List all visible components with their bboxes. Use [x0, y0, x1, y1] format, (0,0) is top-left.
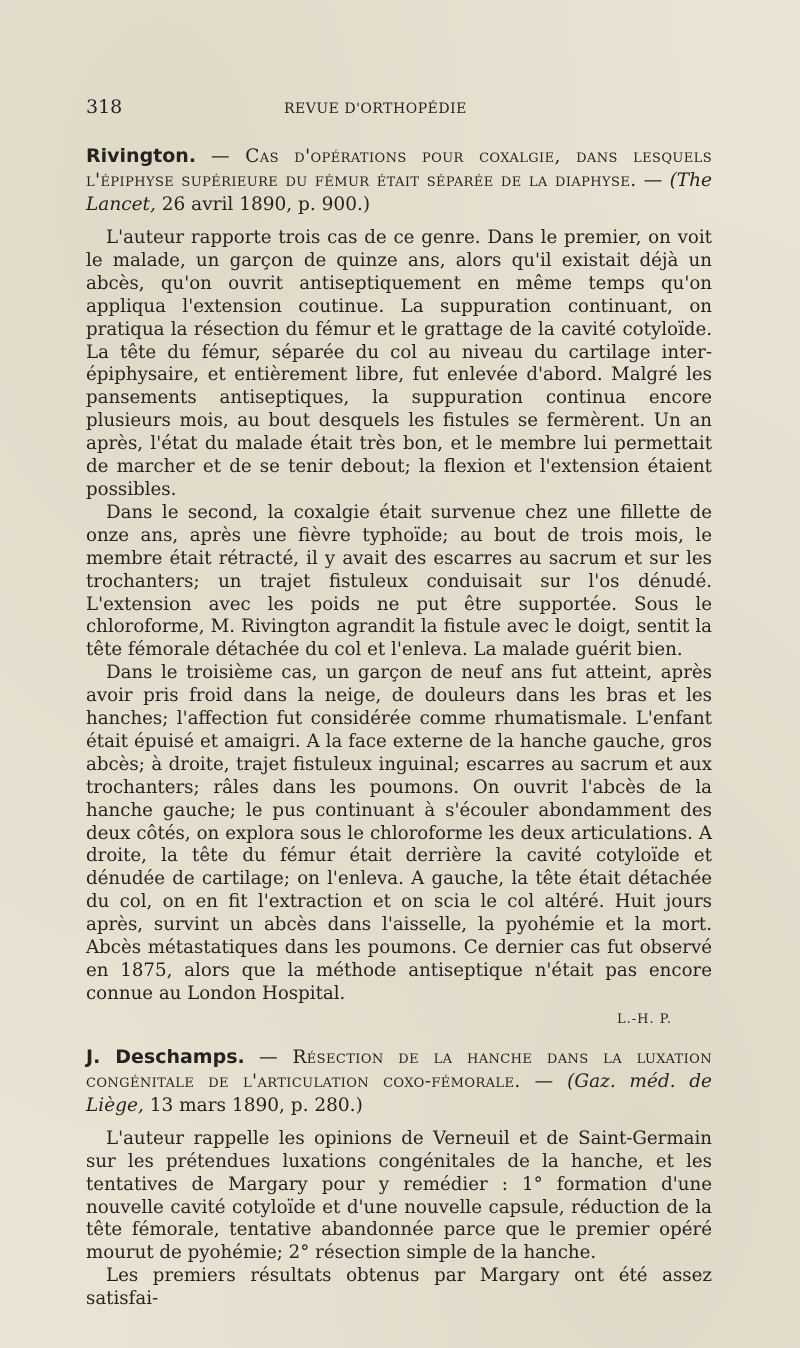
entry-source-date: 26 avril 1890, p. 900.): [161, 194, 371, 215]
entry-title: — Cas d'opérations pour coxalgie, dans lesquels l'épiphyse supérieure du fémur était séparée de la diaphyse. —: [86, 146, 712, 191]
page: [86, 96, 712, 1311]
page-number: 318: [86, 96, 123, 118]
reviewer-signature: L.-H. P.: [616, 1011, 672, 1027]
running-head: REVUE D'ORTHOPÉDIE: [284, 101, 467, 117]
entry-deschamps: [86, 1045, 712, 1311]
entry-author: Rivington.: [86, 145, 197, 167]
entry-source-journal: (Gaz. méd. de Liège,: [86, 1070, 712, 1116]
entry-heading: [86, 144, 712, 217]
entry-source-journal: (The Lancet,: [86, 170, 712, 215]
entry-title: — Résection de la hanche dans la luxation congénitale de l'articulation coxo-fémorale. —: [86, 1046, 712, 1092]
paragraph: Dans le troisième cas, un garçon de neuf ans fut atteint, après avoir pris froid dans la neige, de douleurs dans les bras et les hanches; l'affection fut considérée comme rhumatismale. L'enfant était épuisé et amaigri. A la face externe de la hanche gauche, gros abcès; à droite, trajet fistuleux inguinal; escarres au sacrum et aux trochanters; râles dans les poumons. On ouvrit l'abcès de la hanche gauche; le pus continuant à s'écouler abondamment des deux côtés, on explora sous le chloroforme les deux articulations. A droite, la tête du fémur était derrière la cavité cotyloïde et dénudée de cartilage; on l'enleva. A gauche, la tête était détachée du col, on en fit l'extraction et on scia le col altéré. Huit jours après, survint un abcès dans l'aisselle, la pyohémie et la mort. Abcès métastatiques dans les poumons. Ce dernier cas fut observé en 1875, alors que la méthode antiseptique n'était pas encore connue au London Hospital.: [86, 662, 712, 1004]
page-header: [86, 96, 712, 130]
paragraph: L'auteur rappelle les opinions de Verneuil et de Saint-Germain sur les prétendues luxations congénitales de la hanche, et les tentatives de Margary pour y remédier : 1° formation d'une nouvelle cavité cotyloïde et d'une nouvelle capsule, réduction de la tête fémorale, tentative abandonnée parce que le premier opéré mourut de pyohémie; 2° résection simple de la hanche.: [86, 1127, 712, 1264]
entry-heading: [86, 1045, 712, 1118]
entry-rivington: [86, 144, 712, 1027]
entry-author: J. Deschamps.: [86, 1045, 245, 1068]
paragraph: Les premiers résultats obtenus par Margary ont été assez satisfai-: [86, 1265, 712, 1310]
entry-source-date: 13 mars 1890, p. 280.): [149, 1094, 363, 1116]
paragraph: Dans le second, la coxalgie était survenue chez une fillette de onze ans, après une fièvre typhoïde; au bout de trois mois, le membre était rétracté, il y avait des escarres au sacrum et sur les trochanters; un trajet fistuleux conduisait sur l'os dénudé. L'extension avec les poids ne put être supportée. Sous le chloroforme, M. Rivington agrandit la fistule avec le doigt, sentit la tête fémorale détachée du col et l'enleva. La malade guérit bien.: [86, 501, 712, 661]
paragraph: L'auteur rapporte trois cas de ce genre. Dans le premier, on voit le malade, un garçon de quinze ans, alors qu'il existait déjà un abcès, qu'on ouvrit antiseptiquement en même temps qu'on appliqua l'extension coutinue. La suppuration continuant, on pratiqua la résection du fémur et le grattage de la cavité cotyloïde. La tête du fémur, séparée du col au niveau du cartilage inter-épiphysaire, et entièrement libre, fut enlevée d'abord. Malgré les pansements antiseptiques, la suppuration continua encore plusieurs mois, au bout desquels les fistules se fermèrent. Un an après, l'état du malade était très bon, et le membre lui permettait de marcher et de se tenir debout; la flexion et l'extension étaient possibles.: [86, 227, 712, 500]
